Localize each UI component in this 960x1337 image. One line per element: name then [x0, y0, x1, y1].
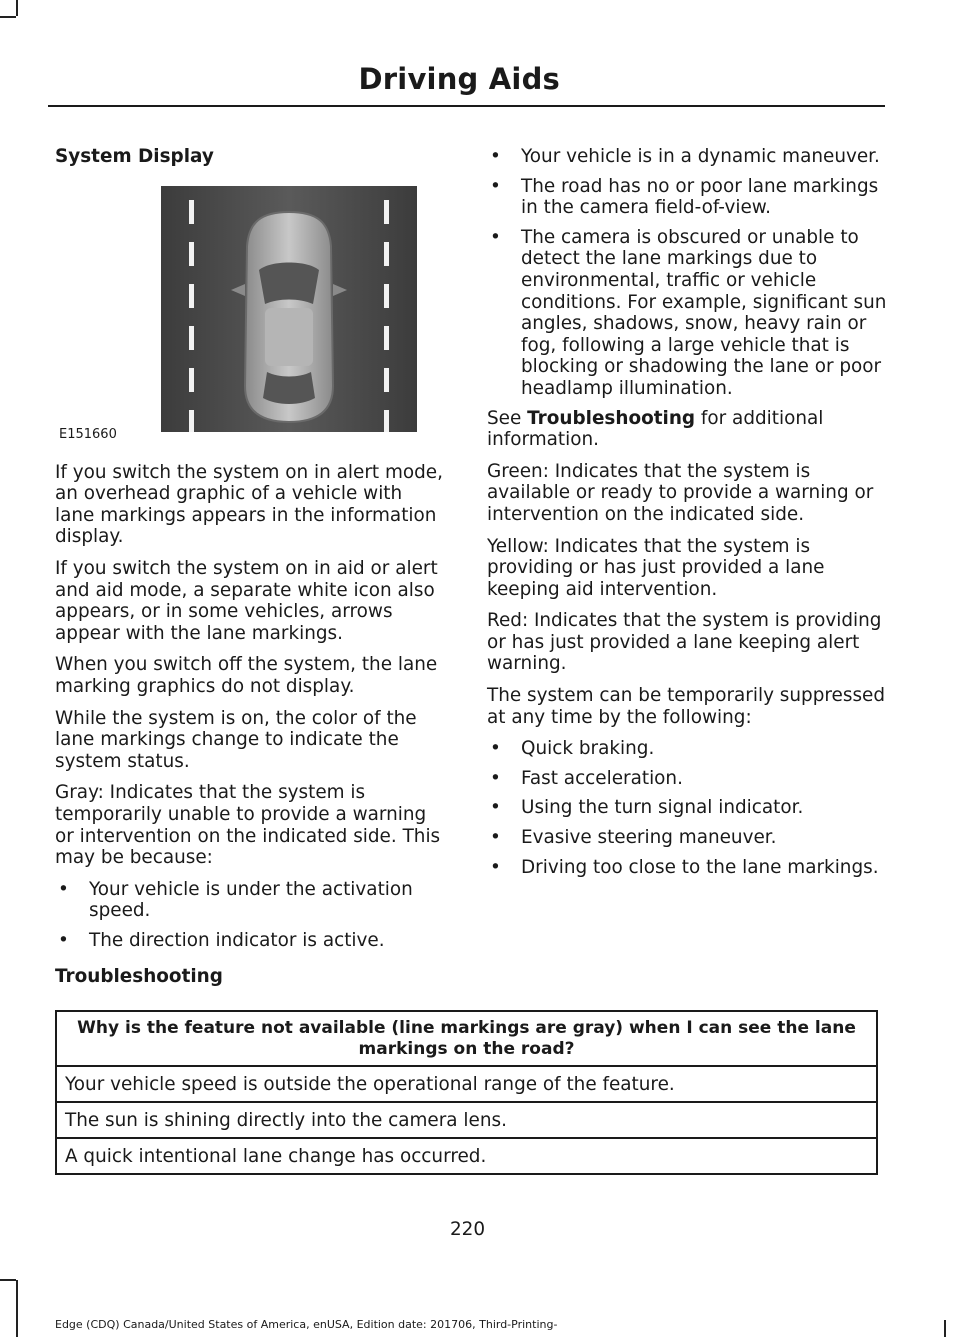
troubleshooting-heading: Troubleshooting	[55, 966, 223, 987]
bullet-icon: •	[490, 856, 501, 878]
paragraph: If you switch the system on in aid or alert and aid mode, a separate white icon also appears, or in some vehicles, arrows appear with the lane markings.	[55, 557, 438, 644]
bullet-icon: •	[490, 797, 501, 819]
crop-mark	[16, 0, 18, 16]
figure-id: E151660	[59, 426, 117, 442]
paragraph: The system can be temporarily suppressed at any time by the following:	[487, 685, 886, 728]
see-suffix: for additional information.	[487, 407, 824, 451]
header-divider	[48, 105, 885, 107]
paragraph: While the system is on, the color of the lane markings change to indicate the system status.	[55, 707, 417, 772]
table-header-row	[56, 1011, 877, 1066]
table-row	[56, 1138, 877, 1174]
section-heading: System Display	[55, 146, 214, 167]
list-item-text: The road has no or poor lane markings in the camera field-of-view.	[521, 175, 879, 219]
page-number: 220	[449, 1219, 486, 1240]
list-item-text: Your vehicle is in a dynamic maneuver.	[521, 146, 880, 167]
bullet-icon: •	[58, 878, 69, 900]
vehicle-top-view	[231, 212, 347, 422]
page-title: Driving Aids	[358, 62, 560, 96]
list-item	[487, 146, 887, 168]
list-item-text: Evasive steering maneuver.	[521, 827, 777, 849]
see-prefix: See	[487, 407, 528, 429]
vehicle-lane-graphic	[161, 186, 417, 432]
bullet-icon: •	[490, 738, 501, 760]
bullet-icon: •	[490, 767, 501, 789]
crop-mark	[16, 1280, 18, 1337]
list-item	[487, 857, 887, 879]
list-item-text: Fast acceleration.	[521, 767, 683, 789]
list-item	[55, 930, 447, 952]
list-item	[487, 827, 887, 849]
list-item-text: Driving too close to the lane markings.	[521, 856, 879, 878]
list-item-text: Using the turn signal indicator.	[521, 797, 804, 819]
list-item	[487, 797, 887, 819]
list-item	[487, 738, 887, 760]
bullet-icon: •	[490, 226, 501, 248]
crop-mark	[0, 16, 16, 18]
table-cell: The sun is shining directly into the camera lens.	[56, 1102, 877, 1138]
table-row	[56, 1066, 877, 1102]
paragraph: Green: Indicates that the system is available or ready to provide a warning or intervention on the indicated side.	[487, 460, 874, 525]
table-header-cell: Why is the feature not available (line markings are gray) when I can see the lane markings on the road?	[56, 1011, 877, 1066]
troubleshooting-table	[55, 1010, 878, 1175]
table-cell: Your vehicle speed is outside the operational range of the feature.	[56, 1066, 877, 1102]
paragraph: If you switch the system on in alert mode, an overhead graphic of a vehicle with lane markings appears in the information display.	[55, 461, 443, 548]
right-column	[487, 146, 887, 886]
footer-text: Edge (CDQ) Canada/United States of America, enUSA, Edition date: 201706, Third-Printing-	[55, 1318, 558, 1331]
see-reference	[487, 408, 887, 451]
crop-mark	[0, 1279, 16, 1281]
list-item-text: The camera is obscured or unable to detect the lane markings due to environmental, traffic or vehicle conditions. For example, significant sun angles, shadows, snow, heavy rain or fog, following a large vehicle that is blocking or shadowing the lane or poor headlamp illumination.	[521, 226, 887, 399]
list-item	[55, 879, 447, 922]
bullet-icon: •	[490, 146, 501, 167]
list-item-text: The direction indicator is active.	[89, 929, 385, 951]
paragraph: Yellow: Indicates that the system is providing or has just provided a lane keeping aid intervention.	[487, 535, 825, 600]
left-column	[55, 146, 447, 959]
crop-mark	[944, 1320, 946, 1337]
list-item-text: Quick braking.	[521, 738, 655, 760]
table-cell: A quick intentional lane change has occurred.	[56, 1138, 877, 1174]
paragraph: Gray: Indicates that the system is temporarily unable to provide a warning or intervention on the indicated side. This may be because:	[55, 782, 441, 869]
system-display-figure	[55, 186, 447, 444]
list-item-text: Your vehicle is under the activation speed.	[89, 878, 413, 922]
paragraph: When you switch off the system, the lane marking graphics do not display.	[55, 654, 438, 697]
table-row	[56, 1102, 877, 1138]
bullet-icon: •	[58, 929, 69, 951]
troubleshooting-link[interactable]: Troubleshooting	[527, 407, 696, 429]
bullet-icon: •	[490, 827, 501, 849]
bullet-icon: •	[490, 175, 501, 197]
list-item	[487, 227, 887, 400]
paragraph: Red: Indicates that the system is providing or has just provided a lane keeping alert warning.	[487, 610, 882, 675]
list-item	[487, 176, 887, 219]
list-item	[487, 768, 887, 790]
